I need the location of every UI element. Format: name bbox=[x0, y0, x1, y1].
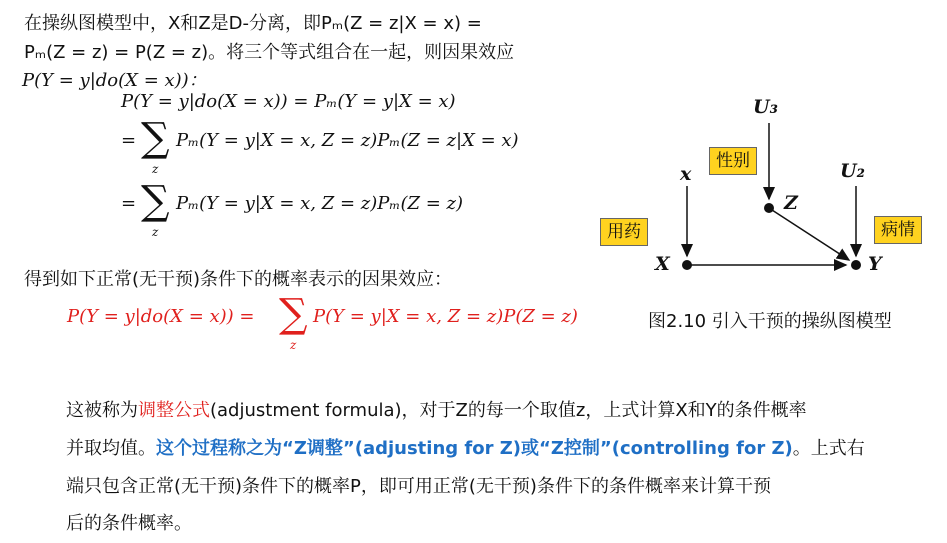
p1-text-a: 这被称为 bbox=[66, 400, 138, 421]
derivation-eq-1: P(Y = y|do(X = x)) = Pₘ(Y = y|X = x) bbox=[121, 91, 456, 112]
node-xtop-label: x bbox=[680, 163, 692, 185]
label-gender: 性别 bbox=[709, 147, 757, 175]
adjustment-formula-sum: ∑ bbox=[279, 291, 308, 337]
derivation-eq-3: Pₘ(Y = y|X = x, Z = z)Pₘ(Z = z) bbox=[176, 193, 463, 214]
intro-line-2: Pₘ(Z = z) = P(Z = z)。将三个等式组合在一起，则因果效应 bbox=[24, 42, 515, 63]
derivation-eq-2: Pₘ(Y = y|X = x, Z = z)Pₘ(Z = z|X = x) bbox=[176, 130, 519, 151]
node-u3-label: U₃ bbox=[753, 96, 778, 118]
label-illness: 病情 bbox=[874, 216, 922, 244]
derivation-sum-3: ∑ bbox=[141, 178, 170, 224]
adjustment-formula-rhs: P(Y = y|X = x, Z = z)P(Z = z) bbox=[313, 306, 578, 327]
p2-text-a: 并取均值。 bbox=[66, 438, 156, 459]
figure-caption: 图2.10 引入干预的操纵图模型 bbox=[648, 311, 892, 332]
derivation-eq-3-prefix: = bbox=[121, 193, 137, 214]
derivation-sum-2-index: z bbox=[152, 162, 159, 176]
intro-line-1: 在操纵图模型中，X和Z是D-分离，即Pₘ(Z = z|X = x) = bbox=[24, 13, 482, 34]
paragraph-line-3: 端只包含正常(无干预)条件下的概率P，即可用正常(无干预)条件下的条件概率来计算干预 bbox=[66, 476, 771, 497]
node-z-dot bbox=[764, 203, 774, 213]
paragraph-line-2 bbox=[66, 430, 865, 467]
edge-z-y bbox=[772, 210, 849, 260]
p1-highlight-term: 调整公式 bbox=[138, 400, 210, 421]
node-x-dot bbox=[682, 260, 692, 270]
node-x-label: X bbox=[655, 253, 670, 275]
derivation-sum-2: ∑ bbox=[141, 115, 170, 161]
paragraph-line-4: 后的条件概率。 bbox=[66, 513, 192, 534]
node-y-dot bbox=[851, 260, 861, 270]
label-drug: 用药 bbox=[600, 218, 648, 246]
node-z-label: Z bbox=[784, 192, 798, 214]
p1-text-b: (adjustment formula)，对于Z的每一个取值z，上式计算X和Y的条件概率 bbox=[210, 400, 807, 421]
intro-line-3: P(Y = y|do(X = x))： bbox=[22, 70, 207, 91]
derivation-eq-2-prefix: = bbox=[121, 130, 137, 151]
p2-text-b: 。上式右 bbox=[792, 438, 865, 459]
node-u2-label: U₂ bbox=[840, 160, 865, 182]
result-intro: 得到如下正常(无干预)条件下的概率表示的因果效应： bbox=[24, 269, 453, 290]
adjustment-formula-sum-index: z bbox=[290, 338, 297, 352]
derivation-sum-3-index: z bbox=[152, 225, 159, 239]
adjustment-formula-lhs: P(Y = y|do(X = x)) = bbox=[67, 306, 255, 327]
node-y-label: Y bbox=[868, 253, 882, 275]
p2-highlight-blue: 这个过程称之为“Z调整”(adjusting for Z)或“Z控制”(controlling for Z) bbox=[156, 438, 793, 459]
paragraph-line-1 bbox=[66, 392, 807, 429]
